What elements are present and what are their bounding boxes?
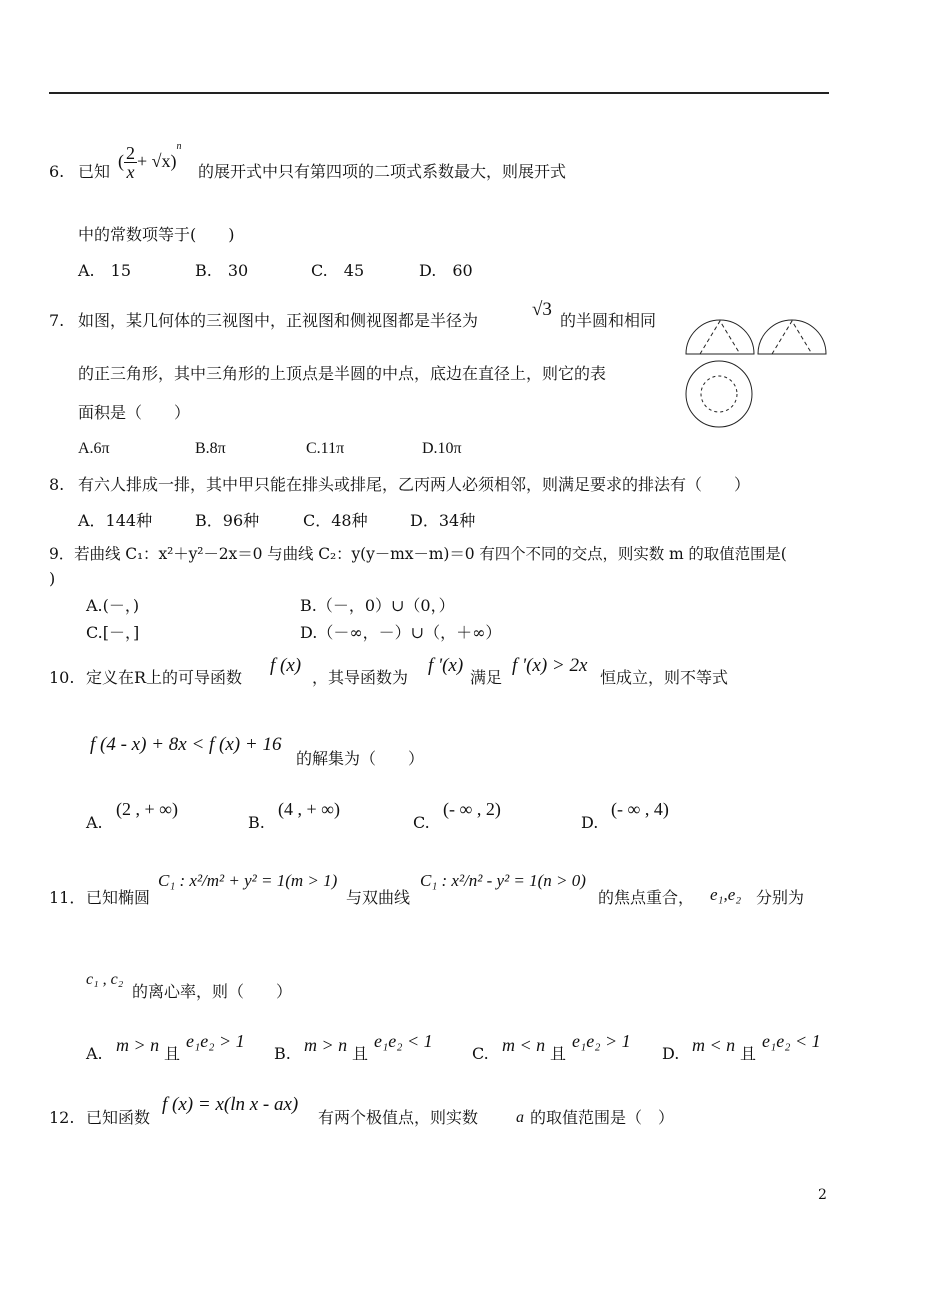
q7-text-line2: 的正三角形，其中三角形的上顶点是半圆的中点，底边在直径上，则它的表 [78,364,607,383]
q10-text-d: 恒成立，则不等式 [600,668,729,687]
q8-option-b: B．96种 [195,511,260,530]
q7-text-line1b: 的半圆和相同 [560,311,657,330]
q10-number: 10. [49,668,75,687]
q11-option-c-letter: C. [472,1044,489,1063]
q10-option-a-value: (2 , + ∞) [116,799,178,819]
q7-option-d: D.10π [422,440,462,457]
q9-option-b: B.（－，0）∪（0，） [300,596,455,615]
q11-hyperbola: C₁ : x²/n² - y² = 1(n > 0) [420,871,586,890]
q11-c12: c₁ , c₂ [86,971,124,988]
q11-option-a-cond2: e₁e₂ > 1 [186,1031,245,1051]
q11-text-d: 分别为 [756,888,805,907]
q7-number: 7. [49,311,65,330]
q6-option-a: A. 15 [78,261,132,280]
top-view [686,361,752,427]
q10-option-b-value: (4 , + ∞) [278,799,340,819]
q7-option-a: A.6π [78,440,110,457]
q11-option-b-cond2: e₁e₂ < 1 [374,1031,433,1051]
q12-variable: a [516,1109,524,1126]
q11-text-b: 与双曲线 [346,888,411,907]
q11-option-a-cond1: m > n [116,1035,160,1055]
q9-text-line2: ) [49,569,56,588]
three-view-figure [683,318,828,430]
q6-expr-denominator: x [124,162,137,181]
q11-option-c-cond2: e₁e₂ > 1 [572,1031,631,1051]
q10-option-a-letter: A. [86,813,103,832]
q10-text-line2: 的解集为（ ） [296,749,425,768]
q11-text-line2: 的离心率，则（ ） [132,982,293,1001]
q11-option-a-letter: A. [86,1044,103,1063]
q11-text-a: 已知椭圆 [86,888,151,907]
q11-option-b-letter: B. [274,1044,291,1063]
q7-radius: √3 [532,299,552,320]
q10-option-d-value: (- ∞ , 4) [611,799,669,819]
q12-text-b: 有两个极值点，则实数 [318,1108,479,1127]
q10-text-b: ，其导函数为 [312,668,409,687]
q10-option-b-letter: B. [248,813,265,832]
q8-option-d: D．34种 [410,511,476,530]
q10-text-c: 满足 [470,668,503,687]
q6-text-line1: 的展开式中只有第四项的二项式系数最大，则展开式 [198,162,567,181]
q11-option-d-letter: D. [662,1044,680,1063]
q10-text-a: 定义在R上的可导函数 [86,668,243,687]
q6-prefix: 已知 [78,162,111,181]
q12-text-a: 已知函数 [86,1108,151,1127]
q12-number: 12. [49,1108,75,1127]
q6-text-line2: 中的常数项等于( ) [78,225,235,244]
q10-option-c-value: (- ∞ , 2) [443,799,501,819]
q6-expr-rest: + √x) [137,151,177,171]
q11-option-c-cond1: m < n [502,1035,546,1055]
q8-number: 8. [49,475,65,494]
q6-option-c: C. 45 [311,261,365,280]
q11-option-d-cond1: m < n [692,1035,736,1055]
q7-option-c: C.11π [306,440,345,457]
q6-number: 6. [49,162,65,181]
q11-option-b-cond1: m > n [304,1035,348,1055]
q6-expr-numerator: 2 [126,143,135,164]
q11-option-a-and: 且 [164,1044,181,1063]
q11-option-d-and: 且 [740,1044,757,1063]
front-view [686,320,754,354]
q10-fpx: f '(x) [428,655,464,676]
q11-ellipse: C₁ : x²/m² + y² = 1(m > 1) [158,871,338,890]
q7-text-line1a: 如图，某几何体的三视图中，正视图和侧视图都是半径为 [78,311,479,330]
q11-e12: e₁,e₂ [710,885,742,904]
q10-inequality-2: f (4 - x) + 8x < f (x) + 16 [90,734,282,755]
q7-text-line3: 面积是（ ） [78,403,191,422]
q6-expr-exponent: n [176,141,182,152]
q10-option-d-letter: D. [581,813,599,832]
q12-text-c: 的取值范围是（ ） [530,1108,675,1127]
q11-option-b-and: 且 [352,1044,369,1063]
page-number: 2 [818,1187,827,1203]
q11-number: 11． [49,888,86,907]
q9-option-c: C.[－，] [86,623,140,642]
q11-option-c-and: 且 [550,1044,567,1063]
q10-option-c-letter: C. [413,813,430,832]
side-view [758,320,826,354]
q8-option-a: A．144种 [78,511,153,530]
q6-option-d: D. 60 [419,261,473,280]
q6-option-b: B. 30 [195,261,249,280]
q10-fx: f (x) [270,655,302,676]
q11-option-d-cond2: e₁e₂ < 1 [762,1031,821,1051]
q9-option-d: D.（－∞，－）∪（，＋∞） [300,623,502,642]
q9-text-line1: 9．若曲线 C₁：x²＋y²－2x＝0 与曲线 C₂：y(y－mx－m)＝0 有四个不同的交点，则实数 m 的取值范围是( [49,545,787,563]
q8-text: 有六人排成一排，其中甲只能在排头或排尾，乙丙两人必须相邻，则满足要求的排法有（ ） [78,475,751,494]
q6-expression: ( $\frac{2}{x}$ + √x)$^n$ [118,141,182,183]
q10-inequality: f '(x) > 2x [512,655,588,676]
q8-option-c: C．48种 [303,511,368,530]
q7-option-b: B.8π [195,440,226,457]
q12-function: f (x) = x(ln x - ax) [162,1094,299,1115]
q9-option-a: A.(－，) [86,596,140,615]
header-rule [49,92,829,94]
q11-text-c: 的焦点重合， [598,888,695,907]
